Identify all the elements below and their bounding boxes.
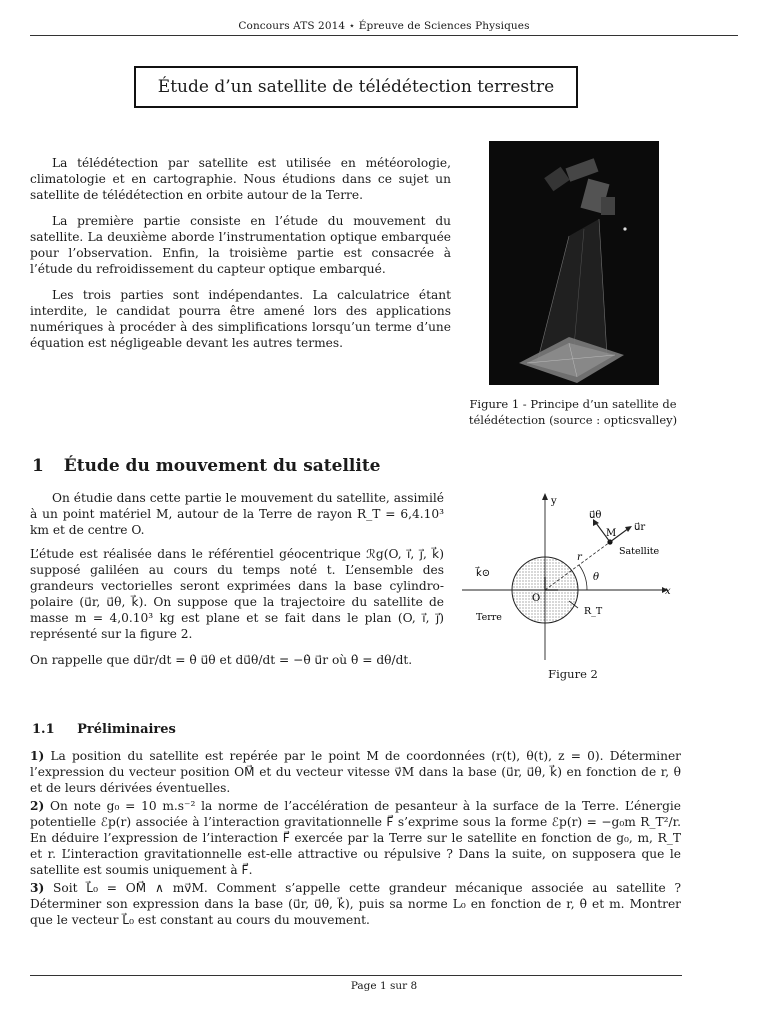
question-3 <box>30 880 681 928</box>
question-1 <box>30 748 681 796</box>
label-origin: O <box>532 593 541 604</box>
label-x: x <box>665 586 671 597</box>
intro-text <box>30 155 451 351</box>
question-number: 1) <box>30 749 45 763</box>
intro-paragraph-3: Les trois parties sont indépendantes. La calculatrice étant interdite, le candidat pourra être amené lors des applications numériques à procéder à des simplifications lorsqu’un terme d’une équation est négligeable devant les autres termes. <box>30 288 451 350</box>
header-rule <box>30 35 738 36</box>
section-number: 1 <box>32 456 44 476</box>
orbit-diagram <box>462 490 684 665</box>
question-text: On note g₀ = 10 m.s⁻² la norme de l’accélération de pesanteur à la surface de la Terre. L’énergie potentielle ℰp(r) associée à l’interaction gravitationnelle F⃗ s’exprime sous la forme ℰp(r) = −g₀m R_T²/r. En déduire l’expression de l’interaction F⃗ exercée par la Terre sur le satellite en fonction de g₀, m, R_T et r. L’interaction gravitationnelle est-elle attractive ou répulsive ? Dans la suite, on supposera que le satellite est soumis uniquement à F⃗. <box>30 799 681 877</box>
label-terre: Terre <box>476 612 502 623</box>
question-text: La position du satellite est repérée par le point M de coordonnées (r(t), θ(t), z = 0). Déterminer l’expression du vecteur position OM⃗ et du vecteur vitesse v⃗M dans la base (u⃗r, u⃗θ, k⃗) en fonction de r, θ et de leurs dérivées éventuelles. <box>30 749 681 795</box>
label-ur: u⃗r <box>634 522 646 533</box>
satellite-illustration <box>489 141 659 385</box>
label-theta: θ <box>593 572 600 583</box>
question-text: Soit L⃗₀ = OM⃗ ∧ mv⃗M. Comment s’appelle cette grandeur mécanique associée au satellite ? Déterminer son expression dans la base (u⃗r, u⃗θ, k⃗), puis sa norme L₀ en fonction de r, θ̇ et m. Montrer que le vecteur L⃗₀ est constant au cours du mouvement. <box>30 881 682 927</box>
subsection-title: Préliminaires <box>77 722 176 737</box>
section1-recall: On rappelle que du⃗r/dt = θ̇ u⃗θ et du⃗θ/dt = −θ̇ u⃗r où θ̇ = dθ/dt. <box>30 653 413 667</box>
intro-paragraph-2: La première partie consiste en l’étude du mouvement du satellite. La deuxième aborde l’instrumentation optique embarquée pour l’observation. Enfin, la troisième partie est consacrée à l’étude du refroidissement du capteur optique embarqué. <box>30 214 451 276</box>
document-title: Étude d’un satellite de télédétection terrestre <box>157 77 555 97</box>
label-utheta: u⃗θ <box>589 510 602 521</box>
section-heading <box>32 456 381 476</box>
page-header: Concours ATS 2014 ⋆ Épreuve de Sciences Physiques <box>238 20 530 32</box>
intro-paragraph-1: La télédétection par satellite est utilisée en météorologie, climatologie et en cartographie. Nous étudions dans ce sujet un satellite de télédétection en orbite autour de la Terre. <box>30 156 451 202</box>
label-r: r <box>577 552 582 563</box>
title-box <box>134 66 578 108</box>
question-number: 2) <box>30 799 45 813</box>
section-title: Étude du mouvement du satellite <box>63 456 381 476</box>
figure2 <box>462 490 684 700</box>
label-satellite: Satellite <box>619 546 660 557</box>
footer-rule <box>30 975 682 976</box>
label-y: y <box>551 496 557 507</box>
page-footer: Page 1 sur 8 <box>350 980 418 992</box>
subsection-heading <box>32 722 176 737</box>
section1-paragraph-1: On étudie dans cette partie le mouvement du satellite, assimilé à un point matériel M, autour de la Terre de rayon R_T = 6,4.10³ km et de centre O. <box>30 491 444 537</box>
question-number: 3) <box>30 881 45 895</box>
figure1-caption: Figure 1 - Principe d’un satellite de télédétection (source : opticsvalley) <box>468 397 678 427</box>
question-2 <box>30 798 681 878</box>
label-rt: R_T <box>584 606 603 617</box>
label-M: M <box>606 528 617 539</box>
section1-paragraph-2: L’étude est réalisée dans le référentiel géocentrique ℛg(O, i⃗, j⃗, k⃗) supposé galiléen au cours du temps noté t. L’ensemble des grandeurs vectorielles seront exprimées dans la base cylindro-polaire (u⃗r, u⃗θ, k⃗). On suppose que la trajectoire du satellite de masse m = 4,0.10³ kg est plane et se fait dans le plan (O, i⃗, j⃗) représenté sur la figure 2. <box>30 547 444 641</box>
label-k: k⃗⊙ <box>476 568 491 579</box>
figure2-caption: Figure 2 <box>548 667 598 681</box>
satellite-photo <box>489 141 659 385</box>
section1-text <box>30 490 444 668</box>
questions-list <box>30 748 681 928</box>
subsection-number: 1.1 <box>32 722 55 737</box>
